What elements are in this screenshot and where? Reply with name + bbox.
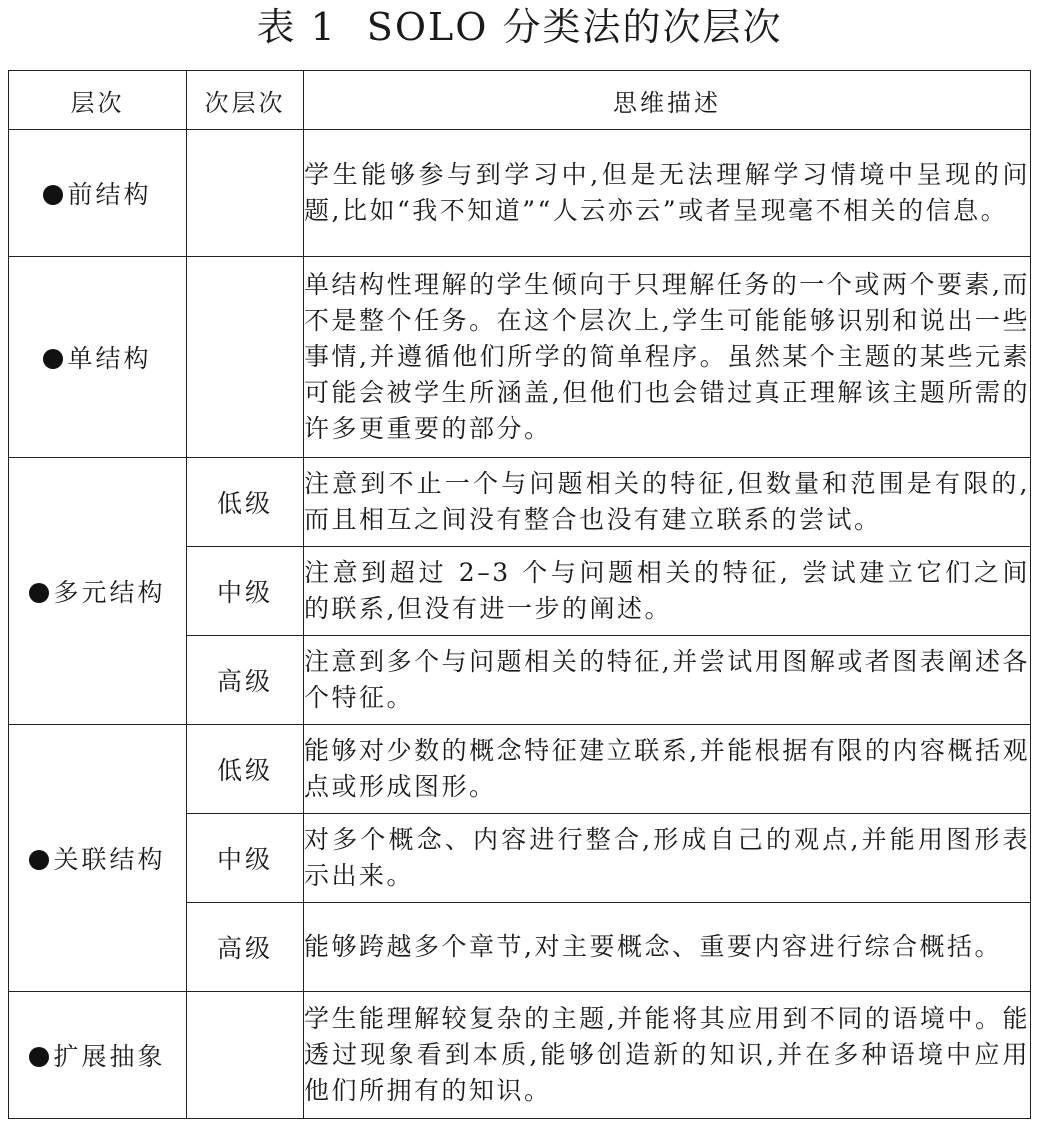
header-level: 层次 <box>9 71 187 130</box>
table-caption: SOLO 分类法的次层次 <box>366 5 783 49</box>
description-cell: 能够跨越多个章节,对主要概念、重要内容进行综合概括。 <box>304 903 1031 992</box>
header-sublevel: 次层次 <box>187 71 304 130</box>
bullet-icon <box>43 185 63 205</box>
sublevel-cell: 高级 <box>187 636 304 725</box>
description-cell: 注意到超过 2–3 个与问题相关的特征, 尝试建立它们之间的联系,但没有进一步的阐述。 <box>304 547 1031 636</box>
level-label: 单结构 <box>67 344 152 373</box>
table-row-prestructural <box>9 130 1031 257</box>
header-row <box>9 71 1031 130</box>
sublevel-cell <box>187 130 304 257</box>
level-cell <box>9 992 187 1119</box>
description-cell: 注意到不止一个与问题相关的特征,但数量和范围是有限的,而且相互之间没有整合也没有建立联系的尝试。 <box>304 458 1031 547</box>
level-label: 多元结构 <box>53 578 166 607</box>
bullet-icon <box>29 1047 49 1067</box>
table-row-extended-abstract <box>9 992 1031 1119</box>
description-cell: 学生能理解较复杂的主题,并能将其应用到不同的语境中。能透过现象看到本质,能够创造新的知识,并在多种语境中应用他们所拥有的知识。 <box>304 992 1031 1119</box>
table-title <box>0 4 1039 50</box>
description-cell: 单结构性理解的学生倾向于只理解任务的一个或两个要素,而不是整个任务。在这个层次上,学生可能能够识别和说出一些事情,并遵循他们所学的简单程序。虽然某个主题的某些元素可能会被学生所涵盖,但他们也会错过真正理解该主题所需的许多更重要的部分。 <box>304 257 1031 458</box>
bullet-icon <box>29 583 49 603</box>
sublevel-cell: 中级 <box>187 814 304 903</box>
table-row-multistructural-low <box>9 458 1031 547</box>
description-cell: 学生能够参与到学习中,但是无法理解学习情境中呈现的问题,比如“我不知道”“人云亦云”或者呈现毫不相关的信息。 <box>304 130 1031 257</box>
sublevel-cell: 高级 <box>187 903 304 992</box>
sublevel-cell <box>187 992 304 1119</box>
level-label: 前结构 <box>67 180 152 209</box>
description-cell: 注意到多个与问题相关的特征,并尝试用图解或者图表阐述各个特征。 <box>304 636 1031 725</box>
description-cell: 能够对少数的概念特征建立联系,并能根据有限的内容概括观点或形成图形。 <box>304 725 1031 814</box>
level-cell <box>9 257 187 458</box>
solo-taxonomy-table <box>8 70 1031 1119</box>
table-row-unistructural <box>9 257 1031 458</box>
level-cell <box>9 725 187 992</box>
sublevel-cell: 低级 <box>187 725 304 814</box>
header-description: 思维描述 <box>304 71 1031 130</box>
sublevel-cell <box>187 257 304 458</box>
level-cell <box>9 458 187 725</box>
bullet-icon <box>29 850 49 870</box>
sublevel-cell: 低级 <box>187 458 304 547</box>
level-label: 关联结构 <box>53 845 166 874</box>
table-row-relational-low <box>9 725 1031 814</box>
level-label: 扩展抽象 <box>53 1042 166 1071</box>
level-cell <box>9 130 187 257</box>
sublevel-cell: 中级 <box>187 547 304 636</box>
table-number: 表 1 <box>256 5 337 49</box>
bullet-icon <box>43 349 63 369</box>
description-cell: 对多个概念、内容进行整合,形成自己的观点,并能用图形表示出来。 <box>304 814 1031 903</box>
